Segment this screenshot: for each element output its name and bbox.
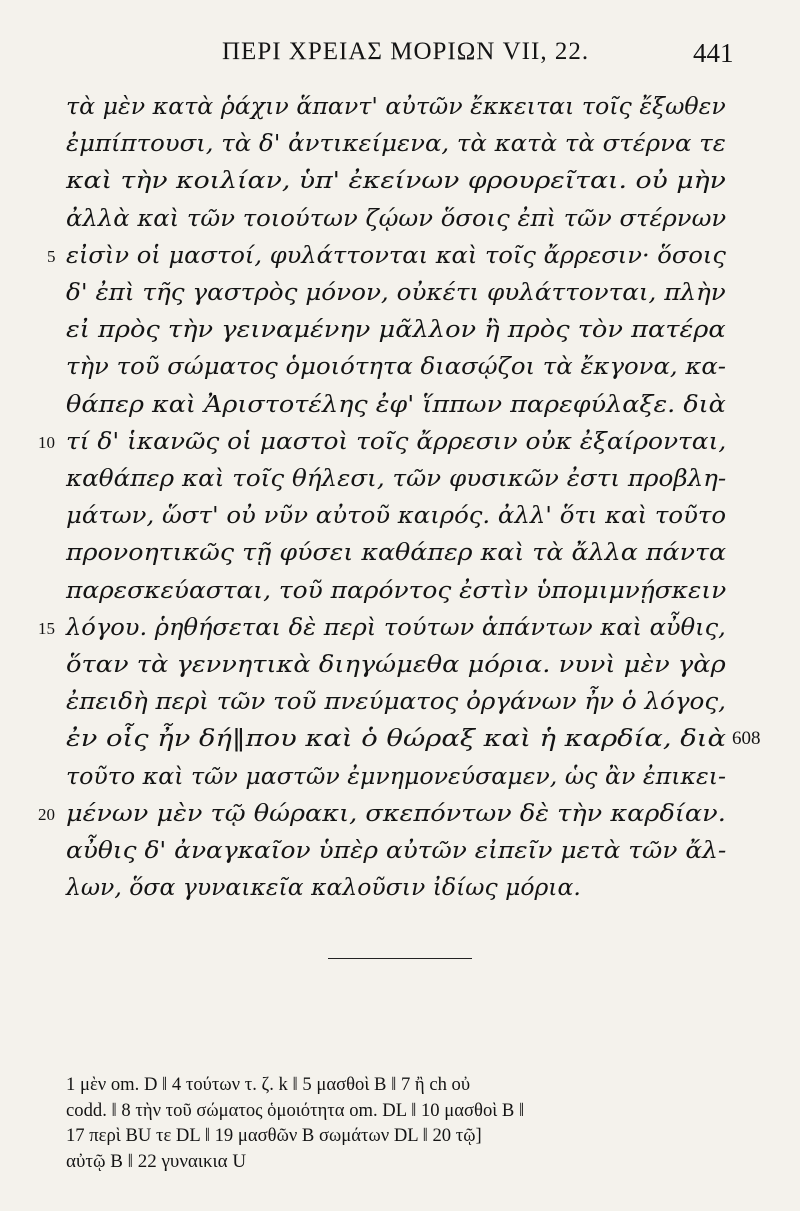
apparatus-line: 17 περὶ BU τε DL ‖ 19 μασθῶν B σωμάτων DL ‖ 20 τῷ] xyxy=(66,1125,482,1146)
line-text: ἐν οἷς ἦν δή‖που καὶ ὁ θώραξ καὶ ἡ καρδία, διὰ xyxy=(66,724,727,753)
line-number: 10 xyxy=(38,432,55,452)
line-text: ἐπειδὴ περὶ τῶν τοῦ πνεύματος ὀργάνων ἦν ὁ λόγος, xyxy=(66,687,726,716)
text-line xyxy=(0,352,800,389)
line-text: τί δ' ἱκανῶς οἱ μαστοὶ τοῖς ἄρρεσιν οὐκ ἐξαίρονται, xyxy=(66,426,727,455)
text-line xyxy=(0,390,800,427)
text-line xyxy=(0,576,800,613)
text-line xyxy=(0,650,800,687)
text-line xyxy=(0,427,800,464)
line-text: λων, ὅσα γυναικεῖα καλοῦσιν ἰδίως μόρια. xyxy=(66,873,581,902)
text-line xyxy=(0,799,800,836)
separator-rule xyxy=(328,958,472,959)
line-text: θάπερ καὶ Ἀριστοτέλης ἐφ' ἵππων παρεφύλαξε. διὰ xyxy=(66,389,726,418)
line-text: καθάπερ καὶ τοῖς θήλεσι, τῶν φυσικῶν ἐστι προβλη- xyxy=(66,464,727,492)
line-number: 15 xyxy=(38,618,55,638)
line-number: 20 xyxy=(38,804,55,824)
line-text: δ' ἐπὶ τῆς γαστρὸς μόνον, οὐκέτι φυλάττονται, πλὴν xyxy=(66,278,726,306)
page-header xyxy=(0,38,800,78)
line-text: αὖθις δ' ἀναγκαῖον ὑπὲρ αὐτῶν εἰπεῖν μετὰ τῶν ἄλ- xyxy=(66,836,727,864)
running-head: ΠΕΡΙ ΧΡΕΙΑΣ ΜΟΡΙΩΝ VII, 22. xyxy=(222,38,590,65)
line-text: τὴν τοῦ σώματος ὁμοιότητα διασῴζοι τὰ ἔκγονα, κα- xyxy=(66,352,727,381)
text-line xyxy=(0,278,800,315)
text-line xyxy=(0,613,800,650)
text-line xyxy=(0,166,800,203)
line-text: λόγου. ῥηθήσεται δὲ περὶ τούτων ἁπάντων καὶ αὖθις, xyxy=(66,612,726,641)
line-text: τοῦτο καὶ τῶν μαστῶν ἐμνημονεύσαμεν, ὡς ἂν ἐπικει- xyxy=(66,761,727,790)
text-line xyxy=(0,724,800,761)
text-line xyxy=(0,204,800,241)
text-line xyxy=(0,315,800,352)
margin-page-reference: 608 xyxy=(732,728,761,750)
text-line xyxy=(0,762,800,799)
line-text: ἀλλὰ καὶ τῶν τοιούτων ζῴων ὅσοις ἐπὶ τῶν στέρνων xyxy=(66,203,727,232)
line-text: μένων μὲν τῷ θώρακι, σκεπόντων δὲ τὴν καρδίαν. xyxy=(66,798,726,827)
line-text: προνοητικῶς τῇ φύσει καθάπερ καὶ τὰ ἄλλα πάντα xyxy=(66,538,727,567)
line-text: παρεσκεύασται, τοῦ παρόντος ἐστὶν ὑπομιμνῄσκειν xyxy=(66,575,727,604)
text-line xyxy=(0,92,800,129)
text-line xyxy=(0,241,800,278)
apparatus-line: αὐτῷ B ‖ 22 γυναικια U xyxy=(66,1150,247,1172)
text-line xyxy=(0,873,800,910)
apparatus-line: codd. ‖ 8 τὴν τοῦ σώματος ὁμοιότητα om. DL ‖ 10 μασθοὶ B ‖ xyxy=(66,1099,525,1121)
text-line xyxy=(0,129,800,166)
text-line xyxy=(0,538,800,575)
line-text: μάτων, ὥστ' οὐ νῦν αὐτοῦ καιρός. ἀλλ' ὅτι καὶ τοῦτο xyxy=(66,501,727,530)
line-text: εἰσὶν οἱ μαστοί, φυλάττονται καὶ τοῖς ἄρρεσιν· ὅσοις xyxy=(66,240,726,269)
line-text: καὶ τὴν κοιλίαν, ὑπ' ἐκείνων φρουρεῖται. οὐ μὴν xyxy=(66,166,726,195)
text-line xyxy=(0,501,800,538)
line-text: ἐμπίπτουσι, τὰ δ' ἀντικείμενα, τὰ κατὰ τὰ στέρνα τε xyxy=(66,129,726,158)
page-number: 441 xyxy=(693,38,734,68)
apparatus-line: 1 μὲν om. D ‖ 4 τούτων τ. ζ. k ‖ 5 μασθοὶ B ‖ 7 ἢ ch οὐ xyxy=(66,1074,471,1095)
line-text: εἰ πρὸς τὴν γειναμένην μᾶλλον ἢ πρὸς τὸν πατέρα xyxy=(66,315,726,344)
line-text: τὰ μὲν κατὰ ῥάχιν ἅπαντ' αὐτῶν ἔκκειται τοῖς ἔξωθεν xyxy=(66,92,726,120)
line-number: 5 xyxy=(47,246,56,266)
text-line xyxy=(0,687,800,724)
text-line xyxy=(0,836,800,873)
text-line xyxy=(0,464,800,501)
line-text: ὅταν τὰ γεννητικὰ διηγώμεθα μόρια. νυνὶ μὲν γὰρ xyxy=(66,650,726,678)
